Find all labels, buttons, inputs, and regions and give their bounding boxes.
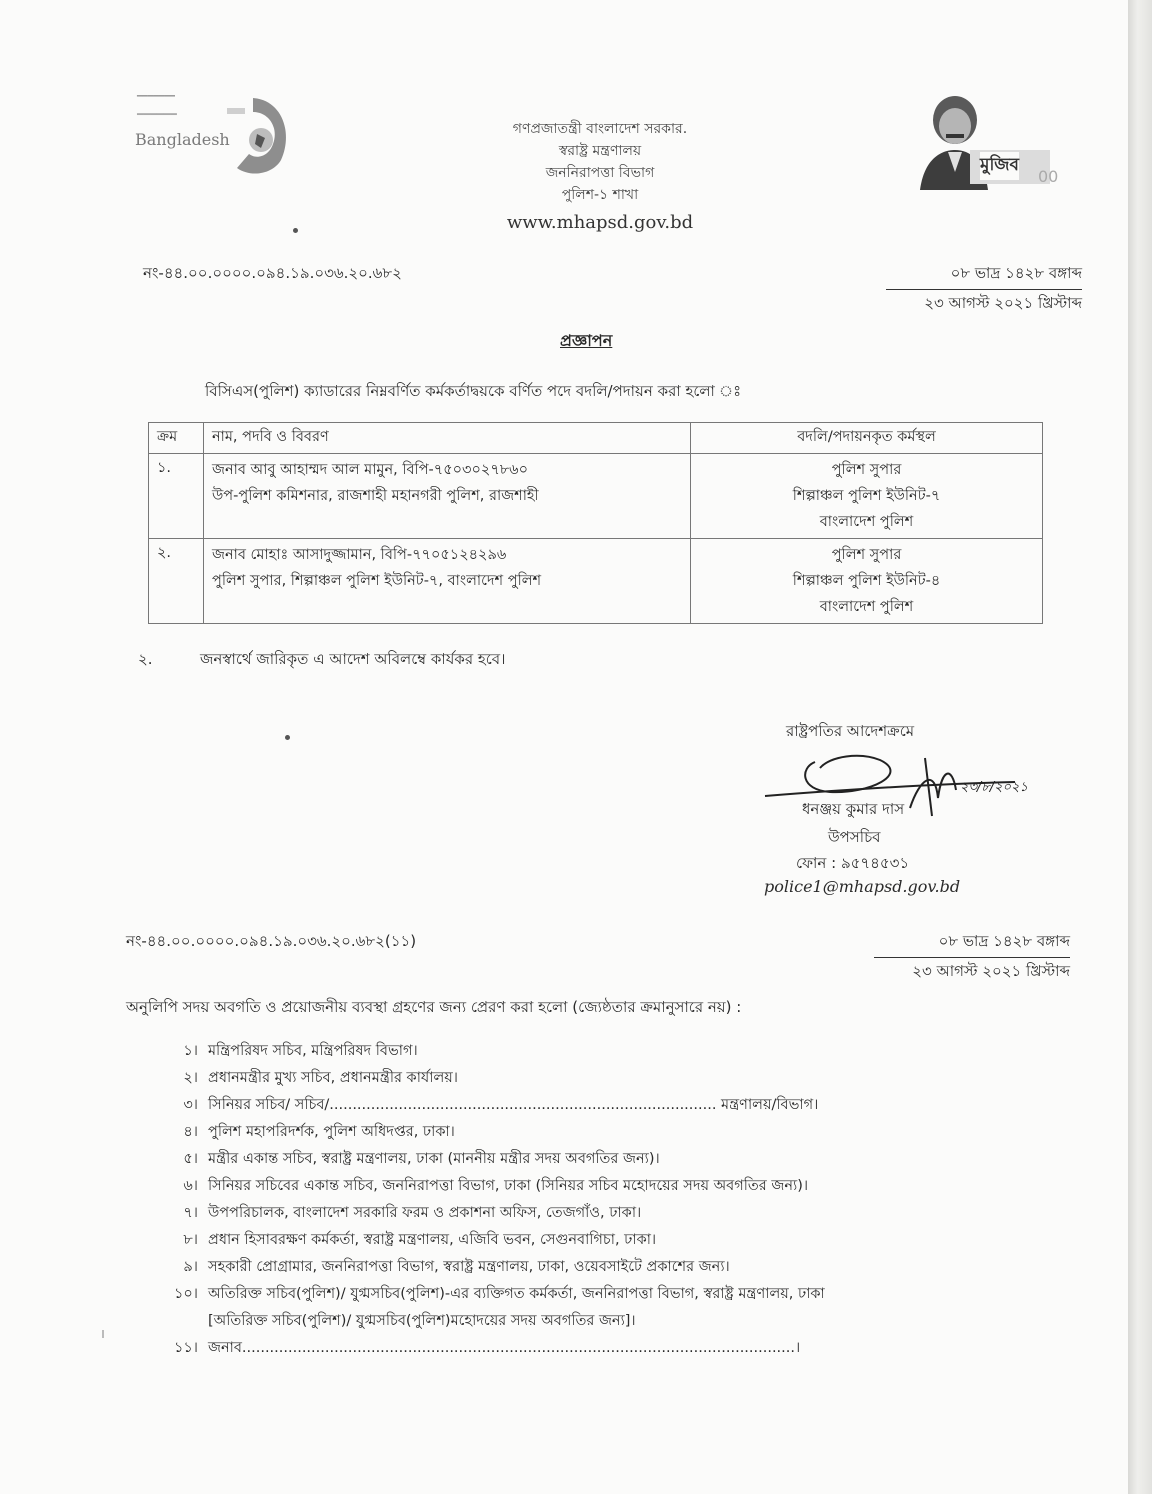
list-item [160, 1146, 960, 1173]
table-header-name: নাম, পদবি ও বিবরণ [204, 423, 691, 454]
list-item-number: ২। [183, 1070, 198, 1086]
copy-memo-number: নং-৪৪.০০.০০০০.০৯৪.১৯.০৩৬.২০.৬৮২(১১) [126, 932, 417, 950]
government-header [430, 118, 770, 234]
list-item-number: ৪। [183, 1124, 198, 1140]
table-row [149, 454, 1043, 539]
speck [285, 735, 290, 740]
officer-name: জনাব আবু আহাম্মদ আল মামুন, বিপি-৭৫০৩০২৭৮৬০ [212, 462, 529, 478]
logo-small-text-2: ━━━━━━ [137, 108, 177, 121]
row-destination [691, 454, 1043, 539]
destination-unit: শিল্পাঞ্চল পুলিশ ইউনিট-৭ [792, 488, 941, 504]
list-item-number: ১১। [173, 1340, 198, 1356]
logo-bangladesh-text: Bangladesh [135, 130, 230, 149]
destination-post: পুলিশ সুপার [831, 547, 902, 563]
logo-small-text: ━━━━━━━ [137, 92, 175, 102]
table-row [149, 539, 1043, 624]
table-header-destination: বদলি/পদায়নকৃত কর্মস্থল [691, 423, 1043, 454]
speck [293, 228, 298, 233]
list-item-text: অতিরিক্ত সচিব(পুলিশ)/ যুগ্মসচিব(পুলিশ)-এর ব্যক্তিগত কর্মকর্তা, জননিরাপত্তা বিভাগ, স্বরাষ্ট্র মন্ত্রণালয়, ঢাকা [208, 1286, 825, 1302]
copy-date-english: ২৩ আগস্ট ২০২১ খ্রিস্টাব্দ [874, 957, 1070, 985]
table-header-row [149, 423, 1043, 454]
list-item [160, 1038, 960, 1065]
list-item-number: ৬। [183, 1178, 198, 1194]
signature-date: ২৩/৮/২০২১ [960, 780, 1028, 795]
list-item-text: [অতিরিক্ত সচিব(পুলিশ)/ যুগ্মসচিব(পুলিশ)মহোদয়ের সদয় অবগতির জন্য]। [208, 1313, 636, 1329]
signatory-designation: উপসচিব [828, 828, 881, 846]
list-item [160, 1092, 960, 1119]
list-item-text: পুলিশ মহাপরিদর্শক, পুলিশ অধিদপ্তর, ঢাকা। [208, 1124, 455, 1140]
copy-memo-date [874, 930, 1070, 985]
copy-date-bangla: ০৮ ভাদ্র ১৪২৮ বঙ্গাব্দ [938, 932, 1070, 950]
signatory-name: ধনঞ্জয় কুমার দাস [802, 800, 905, 818]
memo-date-english: ২৩ আগস্ট ২০২১ খ্রিস্টাব্দ [886, 289, 1082, 317]
mujib-logo [910, 90, 1070, 200]
header-line-division: জননিরাপত্তা বিভাগ [545, 165, 655, 181]
clause-number: ২. [138, 650, 153, 668]
list-item [160, 1200, 960, 1227]
header-line-branch: পুলিশ-১ শাখা [561, 187, 639, 203]
list-item-text: জনাব........................................................................................................................। [208, 1340, 801, 1356]
memo-number: নং-৪৪.০০.০০০০.০৯৪.১৯.০৩৬.২০.৬৮২ [143, 264, 402, 282]
list-item-number: ৮। [183, 1232, 198, 1248]
page-edge-shadow [1128, 0, 1152, 1494]
list-item-number: ১০। [173, 1286, 198, 1302]
svg-text:00: 00 [1038, 167, 1059, 186]
list-item-number: ৫। [183, 1151, 198, 1167]
list-item [160, 1281, 960, 1308]
transfer-table [148, 422, 1043, 624]
row-destination [691, 539, 1043, 624]
list-item-number: ৯। [183, 1259, 198, 1275]
list-item-text: প্রধানমন্ত্রীর মুখ্য সচিব, প্রধানমন্ত্রীর কার্যালয়। [208, 1070, 458, 1086]
destination-unit: শিল্পাঞ্চল পুলিশ ইউনিট-৪ [792, 573, 941, 589]
list-item-number: ১। [183, 1043, 198, 1059]
row-officer [204, 539, 691, 624]
list-item-text: প্রধান হিসাবরক্ষণ কর্মকর্তা, স্বরাষ্ট্র মন্ত্রণালয়, এজিবি ভবন, সেগুনবাগিচা, ঢাকা। [208, 1232, 657, 1248]
clause-text: জনস্বার্থে জারিকৃত এ আদেশ অবিলম্বে কার্যকর হবে। [200, 650, 506, 668]
list-item [160, 1308, 960, 1335]
margin-mark [102, 1330, 104, 1338]
bangladesh-logo [135, 88, 295, 180]
list-item [160, 1227, 960, 1254]
officer-name: জনাব মোহাঃ আসাদুজ্জামান, বিপি-৭৭০৫১২৪২৯৬ [212, 547, 507, 563]
copy-recipient-list [160, 1038, 960, 1362]
list-item-text: মন্ত্রিপরিষদ সচিব, মন্ত্রিপরিষদ বিভাগ। [208, 1043, 418, 1059]
list-item-text: সিনিয়র সচিবের একান্ত সচিব, জননিরাপত্তা বিভাগ, ঢাকা (সিনিয়র সচিব মহোদয়ের সদয় অবগতির জন্য)। [208, 1178, 809, 1194]
signatory-phone: ফোন : ৯৫৭৪৫৩১ [796, 854, 910, 872]
list-item [160, 1119, 960, 1146]
destination-org: বাংলাদেশ পুলিশ [819, 599, 914, 615]
signatory-email: police1@mhapsd.gov.bd [764, 877, 961, 896]
table-header-serial: ক্রম [149, 423, 204, 454]
header-line-government: গণপ্রজাতন্ত্রী বাংলাদেশ সরকার. [512, 121, 688, 137]
list-item [160, 1173, 960, 1200]
officer-post: উপ-পুলিশ কমিশনার, রাজশাহী মহানগরী পুলিশ, রাজশাহী [212, 488, 539, 504]
copy-intro: অনুলিপি সদয় অবগতি ও প্রয়োজনীয় ব্যবস্থা গ্রহণের জন্য প্রেরণ করা হলো (জ্যেষ্ঠতার ক্রমানুসারে নয়) : [126, 998, 742, 1016]
memo-date-bangla: ০৮ ভাদ্র ১৪২৮ বঙ্গাব্দ [950, 264, 1082, 282]
notification-title: প্রজ্ঞাপন [560, 331, 613, 350]
header-website: www.mhapsd.gov.bd [506, 212, 694, 233]
list-item-text: সিনিয়র সচিব/ সচিব/.................................................................................... মন্ত্রণালয়/বিভাগ। [208, 1097, 819, 1113]
list-item [160, 1335, 960, 1362]
row-serial: ১. [149, 454, 204, 539]
president-order: রাষ্ট্রপতির আদেশক্রমে [786, 722, 915, 740]
list-item-text: উপপরিচালক, বাংলাদেশ সরকারি ফরম ও প্রকাশনা অফিস, তেজগাঁও, ঢাকা। [208, 1205, 642, 1221]
row-officer [204, 454, 691, 539]
header-line-ministry: স্বরাষ্ট্র মন্ত্রণালয় [558, 143, 642, 159]
officer-post: পুলিশ সুপার, শিল্পাঞ্চল পুলিশ ইউনিট-৭, বাংলাদেশ পুলিশ [212, 573, 542, 589]
list-item-number [160, 1308, 208, 1335]
destination-post: পুলিশ সুপার [831, 462, 902, 478]
list-item [160, 1254, 960, 1281]
list-item [160, 1065, 960, 1092]
memo-date [886, 262, 1082, 317]
notification-intro: বিসিএস(পুলিশ) ক্যাডারের নিম্নবর্ণিত কর্মকর্তাদ্বয়কে বর্ণিত পদে বদলি/পদায়ন করা হলো ঃ [205, 382, 742, 400]
row-serial: ২. [149, 539, 204, 624]
list-item-text: সহকারী প্রোগ্রামার, জননিরাপত্তা বিভাগ, স্বরাষ্ট্র মন্ত্রণালয়, ঢাকা, ওয়েবসাইটে প্রকাশের জন্য। [208, 1259, 730, 1275]
logo-emblem-icon [223, 94, 293, 178]
list-item-number: ৩। [183, 1097, 198, 1113]
list-item-number: ৭। [183, 1205, 198, 1221]
list-item-text: মন্ত্রীর একান্ত সচিব, স্বরাষ্ট্র মন্ত্রণালয়, ঢাকা (মাননীয় মন্ত্রীর সদয় অবগতির জন্য)। [208, 1151, 660, 1167]
destination-org: বাংলাদেশ পুলিশ [819, 514, 914, 530]
mujib-logo-word: মুজিব [980, 152, 1019, 180]
